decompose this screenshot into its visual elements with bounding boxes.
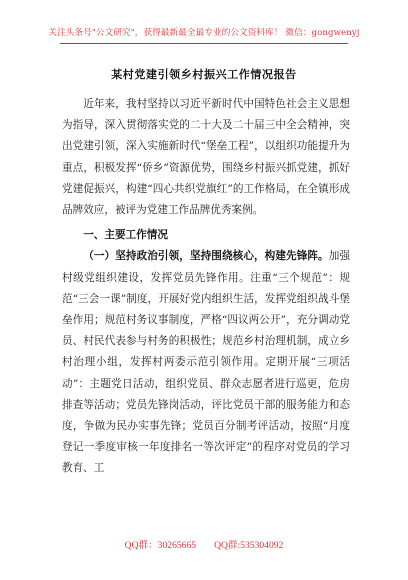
document-title: 某村党建引领乡村振兴工作情况报告	[111, 68, 297, 81]
subsection-body: 加强村级党组织建设，发挥党员先锋作用。注重“三个规范”：规范“三会一课”制度，开展好党内组织生活，发挥党组织战斗堡垒作用；规范村务议事制度，严格“四议两公开”，充分调动党员、村民代表参与村务的积极性；规范乡村治理机制，成立乡村治理小组，发挥村两委示范引领作用。定期开展“三项活动”：主题党日活动，组织党员、群众志愿者进行巡更，危房排查等活动；党员先锋岗活动，评比党员干部的服务能力和态度，争做为民办实事先锋；党员百分制考评活动，按照“月度登记一季度审核一年度排名一等次评定”的程序对党员的学习教育、工	[62, 250, 351, 475]
subsection-paragraph	[62, 246, 350, 479]
footer-qq-group-1: QQ群：30265665	[124, 540, 197, 551]
header-divider	[60, 43, 348, 44]
footer-contact	[0, 537, 408, 551]
document-body	[62, 94, 350, 480]
footer-qq-group-2: QQ群:535304092	[214, 540, 284, 551]
intro-paragraph: 近年来，我村坚持以习近平新时代中国特色社会主义思想为指导，深入贯彻落实党的二十大及二十届三中全会精神，突出党建引领，深入实施新时代“堡垒工程”，以组织功能提升为重点，积极发挥“侨乡”资源优势，围绕乡村振兴抓党建，抓好党建促振兴，构建“四心共织党旗红”的工作格局，在全镇形成品牌效应，被评为党建工作品牌优秀案例。	[62, 98, 350, 217]
section-heading: 一、主要工作情况	[83, 229, 168, 242]
subsection-heading: （一）坚持政治引领，坚持围绕核心，构建先锋阵。	[83, 250, 329, 263]
header-promo-note: 关注头条号"公文研究"，获得最新最全最专业的公文资料库！ 微信：gongwenyj	[48, 28, 360, 38]
